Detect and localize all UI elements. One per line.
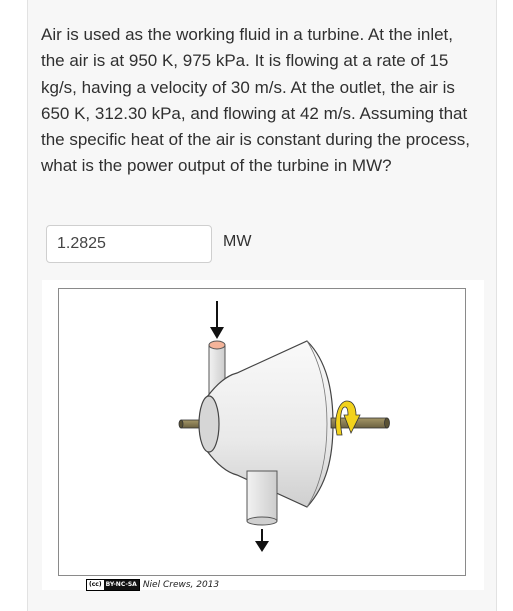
turbine-figure bbox=[58, 288, 466, 590]
rotation-arrow-icon bbox=[336, 401, 360, 435]
answer-unit: MW bbox=[223, 233, 252, 250]
credit-text: Niel Crews, 2013 bbox=[142, 580, 220, 590]
outlet-arrow-icon bbox=[255, 529, 269, 552]
question-text: Air is used as the working fluid in a turbine. At the inlet, the air is at 950 K, 975 kPa. It is flowing at a rate of 15 kg/s, having a velocity of 30 m/s. At the outlet, the air is 650 K, 312.30 kPa, and flowing at 42 m/s. Assuming that the specific heat of the air is constant during the process, what is the power output of the turbine in MW? bbox=[41, 25, 471, 176]
license-badge[interactable]: (cc) BY-NC-SA bbox=[86, 579, 140, 591]
inlet-arrow-icon bbox=[210, 301, 224, 339]
figure-container bbox=[42, 280, 484, 590]
answer-input[interactable]: 1.2825 bbox=[46, 225, 212, 263]
inlet-cap-icon bbox=[209, 341, 225, 349]
outlet-pipe bbox=[247, 471, 277, 525]
figure-credit bbox=[86, 579, 219, 591]
turbine-diagram bbox=[59, 289, 465, 575]
